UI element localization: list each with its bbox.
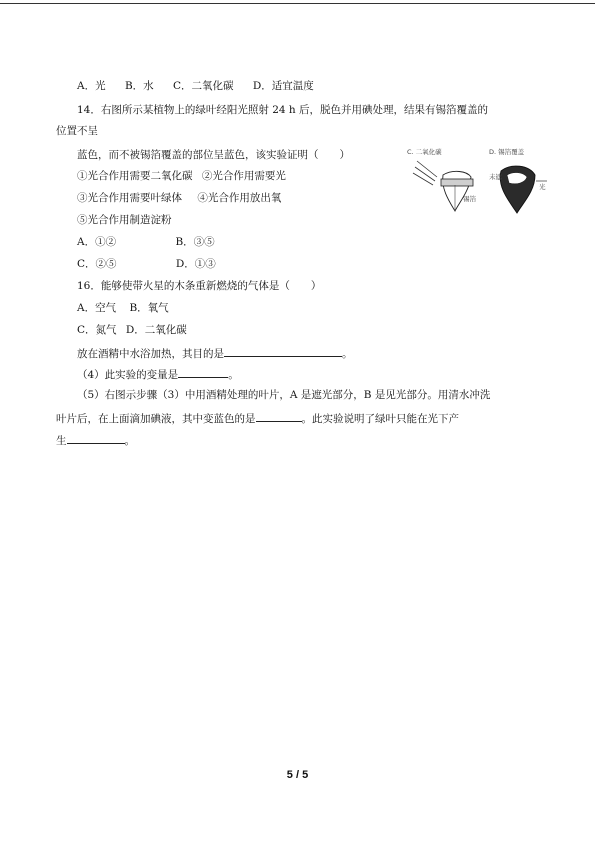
q14-option-a: A．①② [77, 236, 117, 248]
figure-label-left: C. 二氧化碳 [407, 148, 442, 156]
right-leaf-drawing [489, 166, 547, 213]
q14-items-row-1 [77, 169, 286, 183]
fill-line-2-text: （4）此实验的变量是 [77, 369, 179, 381]
q16-option-a: A．空气 [77, 302, 117, 314]
q13-option-d: D．适宜温度 [252, 80, 314, 92]
q14-option-b: B．③⑤ [175, 236, 215, 248]
page-number: 5 / 5 [286, 769, 309, 781]
fill-line-5 [56, 432, 135, 448]
leaf-experiment-figure [405, 145, 550, 220]
fill-line-1 [77, 345, 353, 361]
fill-line-2-end: 。 [228, 369, 239, 381]
q14-stem-2: 位置不呈 [56, 125, 98, 137]
q14-options-row-2 [77, 257, 216, 271]
answer-blank-2[interactable] [178, 366, 228, 378]
figure-label-foil: 锡箔 [463, 195, 476, 203]
answer-blank-3[interactable] [256, 410, 302, 422]
q14-item-4: ④光合作用放出氧 [197, 192, 282, 204]
left-leaf-drawing [413, 161, 477, 211]
q14-option-c: C．②⑤ [77, 258, 117, 270]
answer-blank-1[interactable] [224, 345, 342, 357]
q16-stem: 16．能够使带火星的木条重新燃烧的气体是（ ） [77, 280, 322, 292]
q14-options-row-1 [77, 235, 215, 249]
header-rule [0, 3, 595, 4]
fill-line-5-text: 生 [56, 435, 67, 447]
fill-line-1-end: 。 [342, 348, 353, 360]
q14-option-d: D．①③ [175, 258, 216, 270]
q16-option-c: C．氮气 [77, 324, 117, 336]
q14-item-3: ③光合作用需要叶绿体 [77, 192, 182, 204]
q13-option-a: A．光 [77, 80, 106, 92]
q13-options [77, 79, 314, 93]
fill-line-3: （5）右图示步骤（3）中用酒精处理的叶片，A 是遮光部分，B 是见光部分。用清水冲洗 [77, 389, 491, 401]
q16-options-row-1 [77, 301, 169, 315]
figure-label-leaf-tag: 未遮 [489, 173, 502, 181]
q16-options-row-2 [77, 323, 187, 337]
q14-stem-1: 14．右图所示某植物上的绿叶经阳光照射 24 h 后，脱色并用碘处理，结果有锡箔覆盖的 [77, 104, 488, 116]
q14-item-5: ⑤光合作用制造淀粉 [77, 214, 172, 226]
fill-line-4-text: 叶片后，在上面滴加碘液，其中变蓝色的是 [56, 413, 256, 425]
fill-line-4-end: 。此实验说明了绿叶只能在光下产 [301, 413, 459, 425]
figure-label-right: D. 锡箔覆盖 [489, 148, 525, 156]
q13-option-b: B．水 [124, 80, 154, 92]
figure-label-light: 光 [539, 183, 546, 191]
fill-line-5-end: 。 [124, 435, 135, 447]
q14-item-2: ②光合作用需要光 [201, 170, 286, 182]
q14-stem-3: 蓝色，而不被锡箔覆盖的部位呈蓝色，该实验证明（ ） [77, 149, 350, 161]
fill-line-4 [56, 410, 459, 426]
q16-option-d: D．二氧化碳 [125, 324, 187, 336]
q14-items-row-2 [77, 191, 281, 205]
q14-item-1: ①光合作用需要二氧化碳 [77, 170, 193, 182]
answer-blank-4[interactable] [67, 432, 125, 444]
fill-line-1-text: 放在酒精中水浴加热，其目的是 [77, 348, 224, 360]
q16-option-b: B．氧气 [129, 302, 169, 314]
fill-line-2 [77, 366, 239, 382]
leaf-experiment-svg [405, 145, 550, 220]
q13-option-c: C．二氧化碳 [173, 80, 234, 92]
